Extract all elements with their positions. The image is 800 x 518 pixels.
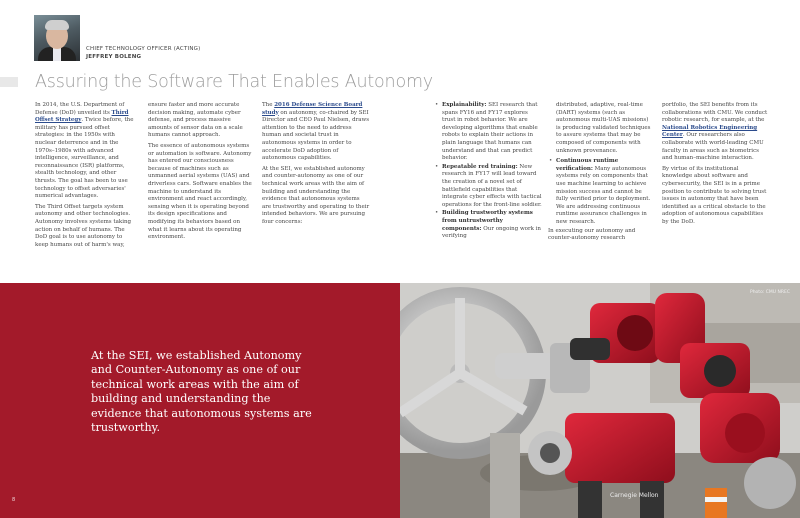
list-item: • Continuous runtime verification: Many autonomous systems rely on components that use machine learning to achieve mission success and cannot be fully verified prior to deployment. We are addressing continuous runtime assurance challenges in new research. <box>556 158 654 226</box>
text-column-2 <box>148 102 254 245</box>
page-number: 8 <box>12 497 16 503</box>
text-column-5 <box>548 102 654 246</box>
list-item: • Building trustworthy systems from untrustworthy components: Our ongoing work in verifying <box>442 210 542 240</box>
page-title: Assuring the Software That Enables Autonomy <box>35 72 433 92</box>
paragraph: At the SEI, we established autonomy and counter-autonomy as one of our technical work areas with the aim of building and understanding the evidence that autonomous systems are trustworthy and operating to their intended behaviors. We are pursuing four concerns: <box>262 165 370 225</box>
list-item: • Explainability: SEI research that spans FY16 and FY17 explores trust in robot behavior. We are developing algorithms that enable robots to explain their actions in plain language that humans can understand and that can predict behavior. <box>442 102 542 163</box>
robot-illustration <box>400 283 800 518</box>
author-credit <box>86 45 200 61</box>
third-offset-link[interactable]: Third Offset Strategy <box>35 109 129 124</box>
paragraph: ensure faster and more accurate decision making, automate cyber defense, and process massive amounts of sensor data on a scale humans cannot approach. <box>148 102 243 139</box>
paragraph: distributed, adaptive, real-time (DART) systems (such as autonomous multi-UAS missions) is producing validated techniques to assure systems that may be composed of components with unknown provenance. <box>556 102 651 154</box>
paragraph: The essence of autonomous systems or automation is software. Autonomy has entered our consciousness because of machines such as unmanned aerial systems (UAS) and driverless cars. Software enables the machine to understand its environment and react accordingly, sensing when it is operating beyond its design specifications and modifying its behaviors based on what it learns about its operating environment. <box>148 142 252 241</box>
list-item: • Repeatable red training: New research in FY17 will lead toward the creation of a novel set of battlefield capabilities that integrate cyber effects with tactical operations for the front-line soldier. <box>442 164 542 210</box>
robot-label: Carnegie Mellon <box>610 492 659 499</box>
dsb-study-link[interactable]: 2016 Defense Science Board study <box>262 102 363 116</box>
text-column-4 <box>434 102 542 242</box>
paragraph: By virtue of its institutional knowledge about software and cybersecurity, the SEI is in a prime position to contribute to solving trust issues in autonomy that have been identified as a critical obstacle to the adoption of autonomous capabilities by the DoD. <box>662 165 767 225</box>
pull-quote: At the SEI, we established Autonomy and Counter-Autonomy as one of our technical work areas with the aim of building and understanding the evidence that autonomous systems are trustworthy. <box>91 349 312 435</box>
paragraph: portfolio, the SEI benefits from its collaborations with CMU. We conduct robotic research, for example, at the National Robotics Engineering Center. Our researchers also collaborate with world-leading CMU faculty in areas such as biometrics and human–machine interaction. <box>662 102 768 162</box>
concerns-list <box>434 102 542 241</box>
text-column-3 <box>262 102 370 230</box>
text-column-1 <box>35 102 135 252</box>
nrec-link[interactable]: National Robotics Engineering Center <box>662 124 758 139</box>
paragraph: The Third Offset targets system autonomy and other technologies. Autonomy involves systems taking action on behalf of humans. The DoD goal is to use autonomy to keep humans out of harm's way, <box>35 203 132 248</box>
paragraph: The 2016 Defense Science Board study on autonomy, co-chaired by SEI Director and CEO Paul Nielsen, draws attention to the need to address human and societal trust in autonomous systems in order to accelerate DoD adoption of autonomous capabilities. <box>262 102 370 162</box>
author-name: JEFFREY BOLENG <box>86 54 142 60</box>
photo-credit: Photo: CMU NREC <box>749 290 790 295</box>
robot-photo <box>400 283 800 518</box>
concerns-list-cont <box>548 158 654 226</box>
paragraph: In executing our autonomy and counter-autonomy research <box>548 227 636 242</box>
text-column-6 <box>662 102 768 230</box>
author-photo <box>34 15 80 61</box>
side-tab-marker <box>0 77 18 87</box>
paragraph: In 2014, the U.S. Department of Defense (DoD) unveiled its Third Offset Strategy. Twice before, the military has pursued offset strategies: in the 1950s with nuclear deterrence and in the 1970s–1980s with advanced intelligence, surveillance, and reconnaissance (ISR) platforms, stealth technology, and other thrusts. The goal has been to use technology to offset adversaries' numerical advantages. <box>35 102 134 200</box>
author-role: CHIEF TECHNOLOGY OFFICER (ACTING) <box>86 46 201 52</box>
